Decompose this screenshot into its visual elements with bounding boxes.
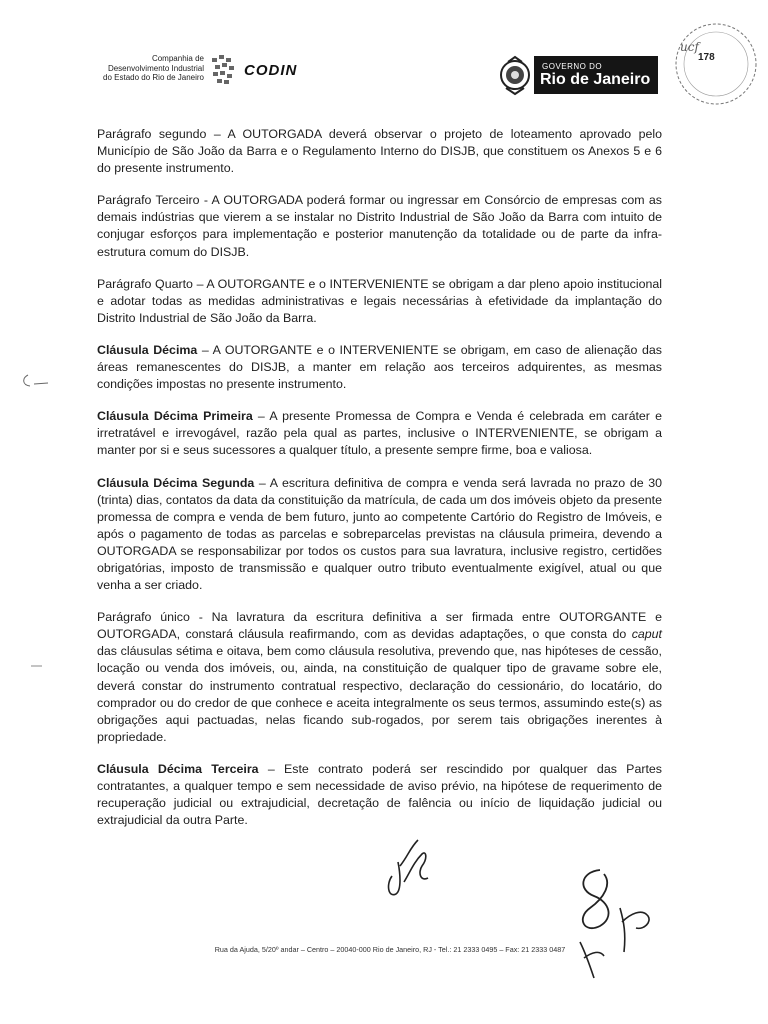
codin-wordmark: CODIN <box>244 62 298 79</box>
paragraph-text: – Este contrato poderá ser rescindido por qualquer das Partes contratantes, a qualquer tempo e sem necessidade de aviso prévio, na hipótese de requerimento de recuperação judicial ou extrajudicial, decretação de falência ou início de liquidação judicial ou extrajudicial da outra Parte. <box>97 761 662 828</box>
company-line: Desenvolvimento Industrial <box>107 63 204 73</box>
company-line: do Estado do Rio de Janeiro <box>103 73 204 82</box>
paragraph-text: Parágrafo Quarto – A OUTORGANTE e o INTERVENIENTE se obrigam a dar pleno apoio institucional e adotar todas as medidas administrativas e legais necessárias à efetividade da implantação do Distrito Industrial de São João da Barra. <box>97 276 662 325</box>
footer-address: Rua da Ajuda, 5/20º andar – Centro – 20040-000 Rio de Janeiro, RJ - Tel.: 21 2333 0495 – Fax: 21 2333 0487 <box>214 945 566 954</box>
page-number: 178 <box>698 52 715 63</box>
clausula-decima-primeira <box>97 408 662 459</box>
italic-term: caput <box>631 627 662 642</box>
paragraph-segundo <box>97 126 662 177</box>
signature-initials-left <box>378 832 438 904</box>
paragraph-quarto <box>97 276 662 327</box>
paragraph-text: – A presente Promessa de Compra e Venda é celebrada em caráter e irretratável e irrevogável, razão pela qual as partes, inclusive o INTERVENIENTE, se obrigam a manter por si e seus sucessores a qualquer título, a presente sempre firme, boa e valiosa. <box>97 409 663 458</box>
clause-heading: Cláusula Décima Segunda <box>97 475 255 490</box>
codin-header-logo <box>78 48 318 98</box>
codin-emblem-icon <box>210 52 236 88</box>
clause-heading: Cláusula Décima Primeira <box>97 409 253 424</box>
margin-mark <box>18 372 52 390</box>
paragraph-text: Parágrafo Terceiro - A OUTORGADA poderá formar ou ingressar em Consórcio de empresas com as demais indústrias que vierem a se instalar no Distrito Industrial de São João da Barra com intuito de conjugar esforços para implementação e posterior manutenção da totalidade ou de parte da infra-estrutura comum do DISJB. <box>97 193 662 259</box>
paragraph-terceiro <box>97 192 662 260</box>
paragraph-text: Parágrafo segundo – A OUTORGADA deverá observar o projeto de loteamento aprovado pelo Município de São João da Barra e o Regulamento Interno do DISJB, que constituem os Anexos 5 e 6 do presente instrumento. <box>97 127 662 176</box>
stamp-initial: ucf <box>680 40 699 54</box>
paragraph-text: Parágrafo único - Na lavratura da escritura definitiva a ser firmada entre OUTORGANTE e OUTORGADA, constará cláusula reafirmando, com as devidas adaptações, o que consta do <box>97 610 662 642</box>
paragraph-text: – A escritura definitiva de compra e venda será lavrada no prazo de 30 (trinta) dias, contatos da data da constituição da matrícula, de cada um dos imóveis objeto da presente promessa de compra e venda de bem futuro, junto ao competente Cartório do Registro de Imóveis, e após o pagamento de todas as parcelas e sobreparcelas previstas na cláusula primeira, devendo a OUTORGADA se responsabilizar por todos os custos para sua lavratura, inclusive registro, certidões obrigatórias, imposto de transmissão e qualquer outro tributo eventualmente exigível, atual ou que venha a ser criado. <box>97 475 663 593</box>
company-name <box>78 54 204 83</box>
contract-body <box>97 126 662 844</box>
clausula-decima-segunda <box>97 475 662 595</box>
clausula-decima <box>97 342 662 393</box>
page-stamp-seal <box>672 20 760 108</box>
clausula-decima-terceira <box>97 761 662 829</box>
margin-mark <box>30 662 44 670</box>
rj-crest-icon <box>498 54 532 96</box>
clause-heading: Cláusula Décima <box>97 342 198 357</box>
rj-name-box <box>534 56 658 94</box>
gov-name: Rio de Janeiro <box>540 71 651 88</box>
company-line: Companhia de <box>151 54 204 63</box>
paragrafo-unico <box>97 609 662 746</box>
clause-heading: Cláusula Décima Terceira <box>97 761 259 776</box>
paragraph-text: – A OUTORGANTE e o INTERVENIENTE se obrigam, em caso de alienação das áreas remanescentes do DISJB, a manter em relação aos terceiros adquirentes, as mesmas condições impostas no presente instrumento. <box>97 342 663 392</box>
paragraph-text: das cláusulas sétima e oitava, bem como cláusula resolutiva, prevendo que, nas hipóteses de cessão, locação ou venda dos imóveis, ou, ainda, na constituição de qualquer tipo de gravame sobre ele, deverá constar do instrumento contratual respectivo, declaração do cessionário, do locatário, do comprador ou do credor de que conhece e aceita integralmente os seus termos, assumindo este(s) as obrigações aqui pactuadas, nelas ficando sub-rogados, por serem tais obrigações inerentes à propriedade. <box>97 644 662 744</box>
gov-label: GOVERNO DO <box>542 62 603 71</box>
rj-government-logo <box>498 54 660 96</box>
signature-right <box>560 862 660 982</box>
